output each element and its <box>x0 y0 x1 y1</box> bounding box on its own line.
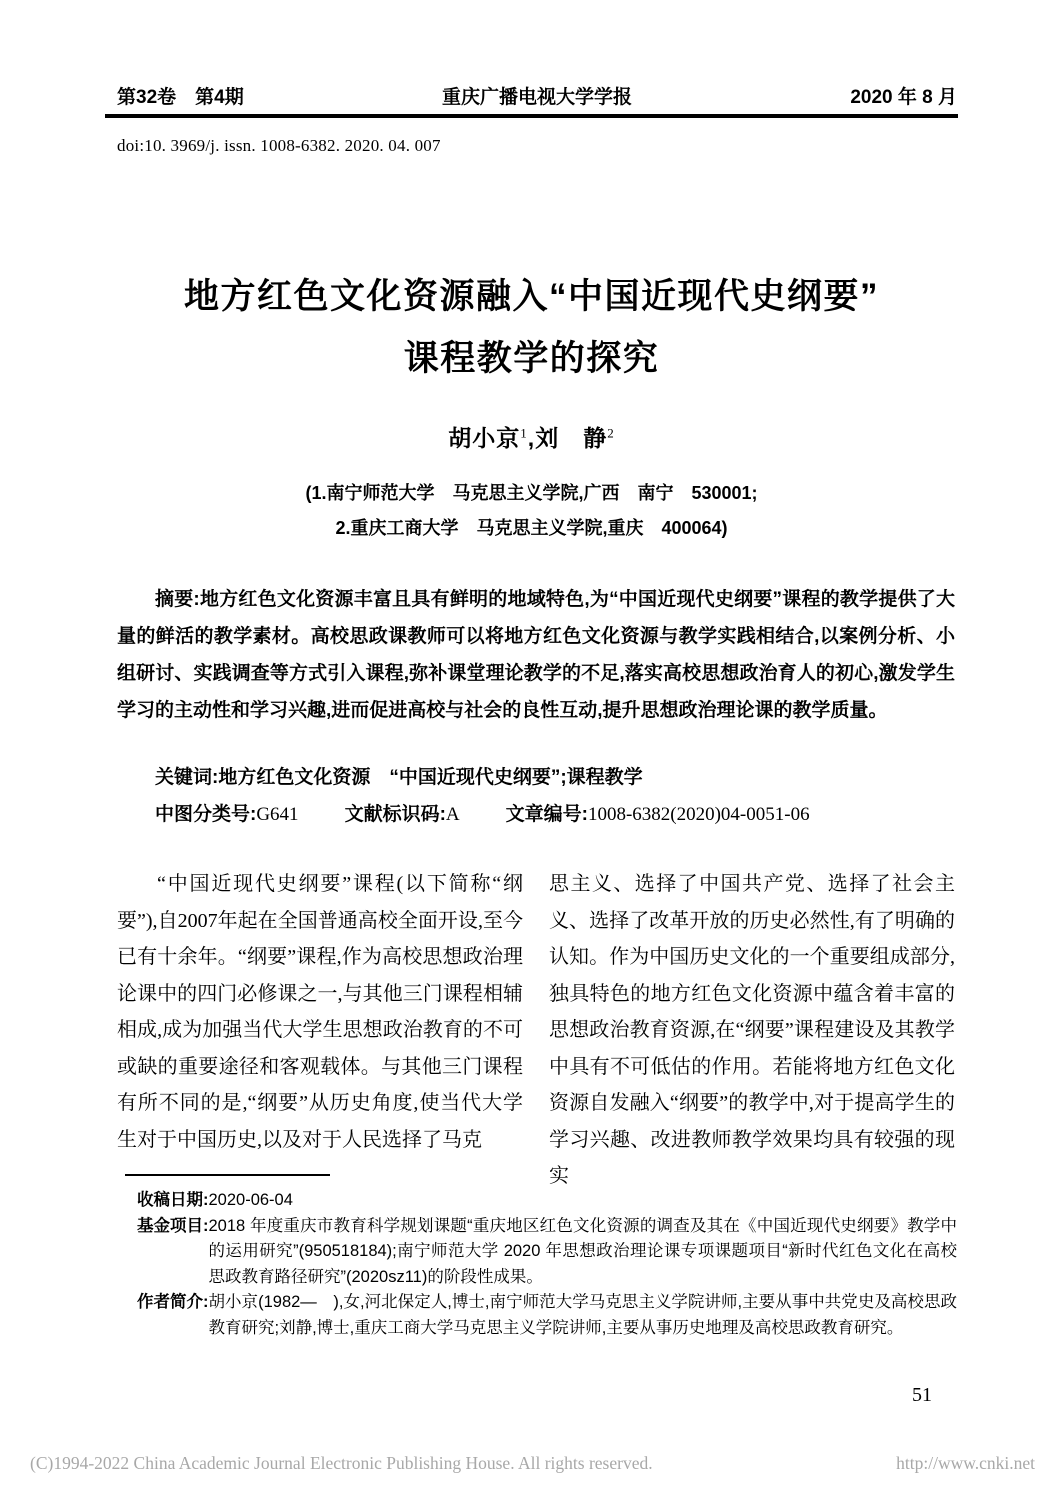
document-code-group <box>345 804 460 825</box>
body-columns <box>117 866 955 1195</box>
keywords-line <box>117 762 955 789</box>
article-id-value: 1008-6382(2020)04-0051-06 <box>587 804 810 825</box>
header-double-rule <box>105 114 958 118</box>
affiliation-2: 2.重庆工商大学 马克思主义学院,重庆 400064) <box>335 518 728 538</box>
doi-line: doi:10. 3969/j. issn. 1008-6382. 2020. 04. 007 <box>117 136 441 155</box>
author-2-name: 刘 静 <box>535 425 608 451</box>
author-2-affiliation-mark: 2 <box>607 425 615 441</box>
article-title <box>0 266 1063 390</box>
clc-label: 中图分类号: <box>155 804 257 825</box>
keywords-text: 地方红色文化资源 “中国近现代史纲要”;课程教学 <box>218 767 643 788</box>
received-date-value: 2020-06-04 <box>208 1191 293 1209</box>
page-number: 51 <box>912 1384 932 1406</box>
document-code-label: 文献标识码: <box>344 804 446 825</box>
abstract-block <box>117 581 955 729</box>
clc-group <box>155 804 299 825</box>
abstract-paragraph <box>117 581 955 729</box>
journal-header <box>117 82 957 108</box>
author-bio-label: 作者简介: <box>137 1293 209 1311</box>
article-title-line1: 地方红色文化资源融入“中国近现代史纲要” <box>183 277 879 316</box>
clc-value: G641 <box>256 804 299 825</box>
affiliations <box>0 476 1063 546</box>
body-column-left <box>117 866 523 1195</box>
authors-line <box>0 420 1063 453</box>
issue-date: 2020 年 8 月 <box>850 87 957 108</box>
keywords-label: 关键词: <box>155 767 219 788</box>
article-title-line2: 课程教学的探究 <box>403 339 660 378</box>
footnote-rule <box>125 1174 330 1176</box>
author-1-affiliation-mark: 1 <box>520 425 528 441</box>
article-id-label: 文章编号: <box>505 804 588 825</box>
cnki-footer <box>30 1453 1035 1474</box>
body-paragraph-right: 思主义、选择了中国共产党、选择了社会主义、选择了改革开放的历史必然性,有了明确的认知。作为中国历史文化的一个重要组成部分,独具特色的地方红色文化资源中蕴含着丰富的思想政治教育资源,在“纲要”课程建设及其教学中具有不可低估的作用。若能将地方红色文化资源自发融入“纲要”的教学中,对于提高学生的学习兴趣、改进教师教学效果均具有较强的现实 <box>549 873 955 1187</box>
fund-project-label: 基金项目: <box>137 1216 209 1235</box>
cnki-url: http://www.cnki.net <box>896 1453 1035 1473</box>
abstract-text: 地方红色文化资源丰富且具有鲜明的地域特色,为“中国近现代史纲要”课程的教学提供了大量的鲜活的教学素材。高校思政课教师可以将地方红色文化资源与教学实践相结合,以案例分析、小组研讨、实践调查等方式引入课程,弥补课堂理论教学的不足,落实高校思想政治育人的初心,激发学生学习的主动性和学习兴趣,进而促进高校与社会的良性互动,提升思想政治理论课的教学质量。 <box>117 589 956 721</box>
fund-project-value: 2018 年度重庆市教育科学规划课题“重庆地区红色文化资源的调查及其在《中国近现代史纲要》教学中的运用研究”(950518184);南宁师范大学 2020 年思想政治理论课专项课题项目“新时代红色文化在高校思政教育路径研究”(2020sz11)的阶段性成果。 <box>208 1216 957 1286</box>
volume-issue: 第32卷 第4期 <box>117 87 244 108</box>
document-code-value: A <box>445 804 460 825</box>
received-date-label: 收稿日期: <box>137 1191 209 1209</box>
author-bio-row <box>137 1290 957 1341</box>
fund-project-row <box>137 1214 957 1291</box>
classification-line <box>117 799 955 826</box>
body-column-right <box>549 866 955 1195</box>
received-date-row <box>137 1188 957 1214</box>
article-id-group <box>506 804 810 825</box>
journal-title: 重庆广播电视大学学报 <box>441 87 633 108</box>
footnotes-block <box>137 1188 957 1341</box>
affiliation-1: (1.南宁师范大学 马克思主义学院,广西 南宁 530001; <box>305 483 758 503</box>
author-bio-value: 胡小京(1982— ),女,河北保定人,博士,南宁师范大学马克思主义学院讲师,主要从事中共党史及高校思政教育研究;刘静,博士,重庆工商大学马克思主义学院讲师,主要从事历史地理及高校思政教育研究。 <box>208 1293 957 1337</box>
authors-separator: , <box>527 425 536 451</box>
author-1-name: 胡小京 <box>448 425 521 451</box>
abstract-label: 摘要: <box>155 589 200 610</box>
copyright-notice: (C)1994-2022 China Academic Journal Electronic Publishing House. All rights reserved. <box>30 1453 653 1473</box>
body-paragraph-left: “中国近现代史纲要”课程(以下简称“纲要”),自2007年起在全国普通高校全面开设,至今已有十余年。“纲要”课程,作为高校思想政治理论课中的四门必修课之一,与其他三门课程相辅相成,成为加强当代大学生思想政治教育的不可或缺的重要途径和客观载体。与其他三门课程有所不同的是,“纲要”从历史角度,使当代大学生对于中国历史,以及对于人民选择了马克 <box>117 873 523 1151</box>
